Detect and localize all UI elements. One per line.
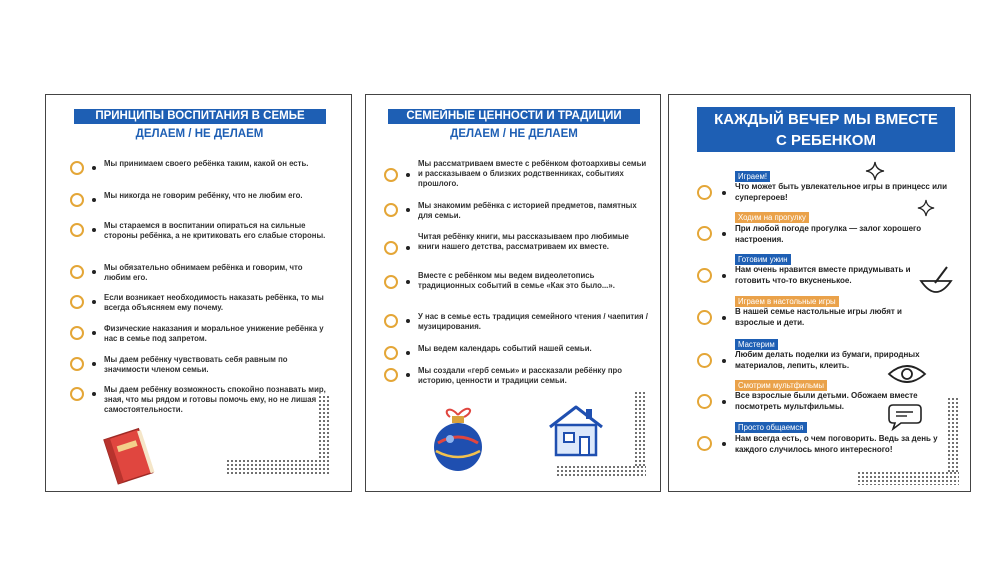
eye-icon <box>887 361 927 387</box>
checkbox-circle[interactable] <box>697 436 712 451</box>
checkbox-circle[interactable] <box>384 368 398 382</box>
list-item[interactable] <box>70 355 330 375</box>
bullet <box>722 191 726 195</box>
activity-tag: Играем! <box>735 171 770 182</box>
bullet <box>722 274 726 278</box>
list-item[interactable] <box>384 201 650 221</box>
bullet <box>92 166 96 170</box>
bullet <box>92 392 96 396</box>
checkbox-circle[interactable] <box>70 161 84 175</box>
item-text: Читая ребёнку книги, мы рассказываем про любимые книги нашего детства, рассматриваем их вместе. <box>418 232 629 251</box>
list-item[interactable] <box>384 232 650 255</box>
ornament-ball-icon <box>424 401 490 477</box>
list-item[interactable] <box>70 221 330 241</box>
activity-text: Любим делать поделки из бумаги, природных материалов, лепить, клеить. <box>735 350 920 370</box>
checkbox-circle[interactable] <box>384 168 398 182</box>
checkbox-circle[interactable] <box>70 387 84 401</box>
activity-tag: Смотрим мультфильмы <box>735 380 827 391</box>
item-text: Мы стараемся в воспитании опираться на сильные стороны ребёнка, а не критиковать его слабые стороны. <box>104 221 326 240</box>
checkbox-circle[interactable] <box>70 223 84 237</box>
bullet <box>92 198 96 202</box>
checkbox-circle[interactable] <box>384 275 398 289</box>
checkbox-circle[interactable] <box>384 314 398 328</box>
checkbox-circle[interactable] <box>70 295 84 309</box>
panel1-subtitle: ДЕЛАЕМ / НЕ ДЕЛАЕМ <box>135 128 264 140</box>
checkbox-circle[interactable] <box>697 394 712 409</box>
dot-pattern <box>634 391 646 467</box>
dot-pattern <box>226 459 330 475</box>
bullet <box>406 319 410 323</box>
bullet <box>722 316 726 320</box>
activity-text: Нам очень нравится вместе придумывать и готовить что-то вкусненькое. <box>735 265 911 285</box>
list-item[interactable] <box>384 271 650 291</box>
item-text: Мы рассматриваем вместе с ребёнком фотоархивы семьи и рассказываем о близких родственниках, событиях прошлого. <box>418 159 647 188</box>
speech-bubble-icon <box>887 401 923 431</box>
item-text: Мы принимаем своего ребёнка таким, какой он есть. <box>104 159 309 168</box>
activity-tag: Просто общаемся <box>735 422 807 433</box>
bullet <box>92 270 96 274</box>
dot-pattern <box>947 397 959 473</box>
item-text: Мы никогда не говорим ребёнку, что не любим его. <box>104 191 303 200</box>
checkbox-circle[interactable] <box>697 268 712 283</box>
activity-text: Нам всегда есть, о чем поговорить. Ведь за день у каждого случилось много интересного! <box>735 434 938 454</box>
activity-tag: Готовим ужин <box>735 254 791 265</box>
panel3-title-line2: С РЕБЕНКОМ <box>776 132 876 149</box>
activity-text: Что может быть увлекательное игры в принцесс или супергероев! <box>735 182 948 202</box>
activity-tag: Мастерим <box>735 339 778 350</box>
bullet <box>406 351 410 355</box>
activity-tag: Играем в настольные игры <box>735 296 839 307</box>
dot-pattern <box>857 471 959 485</box>
list-item[interactable] <box>384 159 650 189</box>
panel2-subtitle: ДЕЛАЕМ / НЕ ДЕЛАЕМ <box>450 128 578 140</box>
item-text: Физические наказания и моральное унижение ребёнка у нас в семье под запретом. <box>104 324 324 343</box>
list-item[interactable] <box>384 366 650 386</box>
bullet <box>722 400 726 404</box>
checkbox-circle[interactable] <box>697 353 712 368</box>
panel-upbringing-principles <box>45 94 352 492</box>
item-text: Мы создали «герб семьи» и рассказали ребёнку про историю, ценности и традиции семьи. <box>418 366 623 385</box>
bullet <box>92 228 96 232</box>
bullet <box>406 208 410 212</box>
list-item[interactable] <box>70 263 330 283</box>
list-item[interactable] <box>70 324 330 344</box>
checkbox-circle[interactable] <box>70 265 84 279</box>
list-item[interactable] <box>384 344 650 360</box>
item-text: Вместе с ребёнком мы ведем видеолетопись традиционных событий в семье «Как это было...». <box>418 271 615 290</box>
bullet <box>722 359 726 363</box>
item-text: Если возникает необходимость наказать ребёнка, то мы всегда объясняем ему почему. <box>104 293 324 312</box>
sparkle-icon <box>917 199 935 217</box>
checkbox-circle[interactable] <box>384 241 398 255</box>
item-text: Мы обязательно обнимаем ребёнка и говорим, что любим его. <box>104 263 303 282</box>
list-item[interactable] <box>384 312 650 332</box>
mortar-icon <box>917 263 955 301</box>
checkbox-circle[interactable] <box>697 226 712 241</box>
checkbox-circle[interactable] <box>70 357 84 371</box>
panel-family-values <box>365 94 661 492</box>
list-item[interactable] <box>70 159 330 175</box>
panel2-title: СЕМЕЙНЫЕ ЦЕННОСТИ И ТРАДИЦИИ <box>388 109 640 124</box>
activity-tag: Ходим на прогулку <box>735 212 809 223</box>
bullet <box>92 331 96 335</box>
checkbox-circle[interactable] <box>697 185 712 200</box>
house-icon <box>544 401 608 459</box>
book-icon <box>98 423 160 487</box>
item-text: Мы даем ребёнку возможность спокойно познавать мир, зная, что мы рядом и готовы помочь ему, но не лишая самостоятельности. <box>104 385 326 414</box>
checkbox-circle[interactable] <box>384 203 398 217</box>
bullet <box>406 246 410 250</box>
dot-pattern <box>318 395 330 459</box>
item-text: Мы ведем календарь событий нашей семьи. <box>418 344 592 353</box>
dot-pattern <box>556 465 646 477</box>
activity-text: В нашей семье настольные игры любят и взрослые и дети. <box>735 307 902 327</box>
activity-text: При любой погоде прогулка — залог хорошего настроения. <box>735 224 922 244</box>
panel-every-evening <box>668 94 971 492</box>
bullet <box>722 442 726 446</box>
bullet <box>92 362 96 366</box>
checkbox-circle[interactable] <box>697 310 712 325</box>
checkbox-circle[interactable] <box>384 346 398 360</box>
checkbox-circle[interactable] <box>70 193 84 207</box>
list-item[interactable] <box>70 385 330 415</box>
list-item[interactable] <box>70 191 330 207</box>
item-text: Мы знакомим ребёнка с историей предметов, памятных для семьи. <box>418 201 637 220</box>
panel3-title <box>697 107 955 152</box>
activity-text: Все взрослые были детьми. Обожаем вместе посмотреть мультфильмы. <box>735 391 918 411</box>
bullet <box>722 232 726 236</box>
item-text: Мы даем ребёнку чувствовать себя равным по значимости членом семьи. <box>104 355 288 374</box>
panel3-title-line1: КАЖДЫЙ ВЕЧЕР МЫ ВМЕСТЕ <box>714 111 938 128</box>
item-text: У нас в семье есть традиция семейного чтения / чаепития / музицирования. <box>418 312 648 331</box>
bullet <box>406 280 410 284</box>
sparkle-icon <box>865 161 885 181</box>
bullet <box>406 373 410 377</box>
panel1-title: ПРИНЦИПЫ ВОСПИТАНИЯ В СЕМЬЕ <box>74 109 326 124</box>
bullet <box>406 173 410 177</box>
checkbox-circle[interactable] <box>70 326 84 340</box>
bullet <box>92 300 96 304</box>
list-item[interactable] <box>70 293 330 313</box>
